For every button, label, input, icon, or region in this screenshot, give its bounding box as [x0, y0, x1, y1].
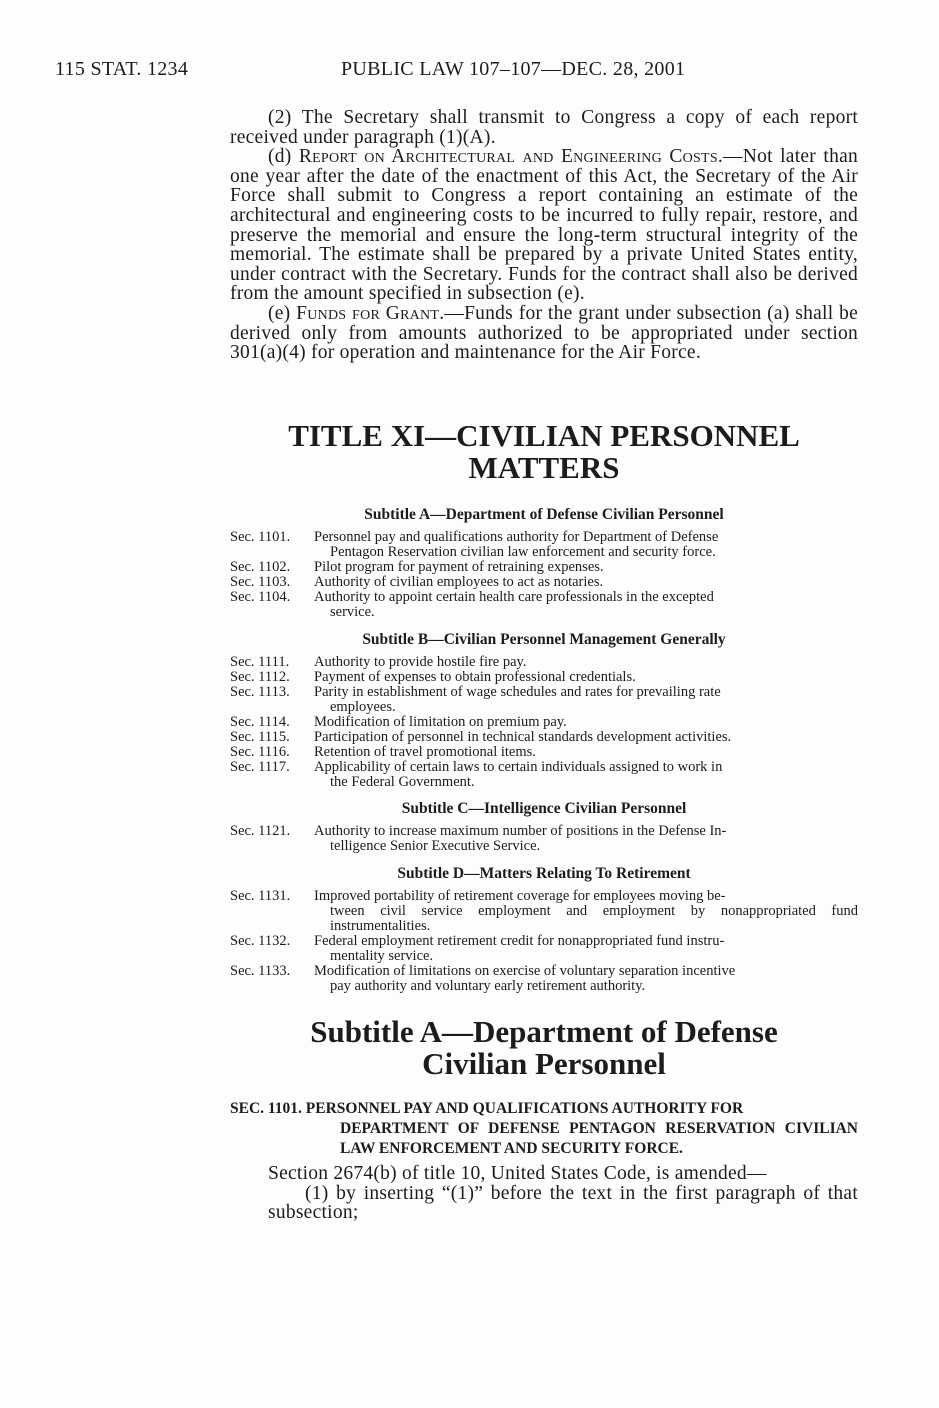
toc-entry [230, 964, 858, 994]
toc-section-title-continuation: service. [330, 604, 375, 620]
toc-entry [230, 889, 858, 934]
subsection-label: (e) [268, 302, 297, 324]
toc-entry [230, 745, 858, 760]
toc-section-number: Sec. 1132. [230, 933, 291, 949]
subsection-d [230, 147, 858, 304]
toc-section-title: Federal employment retirement credit for nonappropriated fund instru- [314, 933, 725, 949]
section-heading-continuation: DEPARTMENT OF DEFENSE PENTAGON RESERVATION CIVILIAN LAW ENFORCEMENT AND SECURITY FORCE. [340, 1120, 858, 1157]
toc-entry [230, 685, 858, 715]
section-item-1: (1) by inserting “(1)” before the text in the first paragraph of that subsection; [268, 1182, 858, 1224]
toc-section-number: Sec. 1133. [230, 963, 291, 979]
toc-section-title-continuation: mentality service. [330, 948, 434, 964]
toc-entry [230, 715, 858, 730]
toc-section-title-continuation: tween civil service employment and employment by nonappropriated fund instrumentalities. [330, 903, 858, 934]
subsection-heading: Report on Architectural and Engineering Costs. [298, 146, 723, 168]
toc-section-number: Sec. 1111. [230, 654, 290, 670]
toc-section-title-continuation: Pentagon Reservation civilian law enforcement and security force. [330, 544, 716, 560]
toc-section-title-continuation: the Federal Government. [330, 774, 475, 790]
toc-section-number: Sec. 1121. [230, 823, 291, 839]
toc-section-title: Modification of limitation on premium pay. [314, 714, 567, 730]
toc-section-title-continuation: employees. [330, 699, 396, 715]
toc-entry [230, 670, 858, 685]
toc-section-title: Applicability of certain laws to certain individuals assigned to work in [314, 759, 723, 775]
toc-entry [230, 730, 858, 745]
toc-section-title: Retention of travel promotional items. [314, 744, 536, 760]
toc-section-title-continuation: pay authority and voluntary early retirement authority. [330, 978, 646, 994]
toc-section-number: Sec. 1112. [230, 669, 290, 685]
toc-section-number: Sec. 1116. [230, 744, 290, 760]
toc-section-title: Payment of expenses to obtain professional credentials. [314, 669, 636, 685]
toc-section-number: Sec. 1101. [230, 529, 291, 545]
toc-subtitle-b: Subtitle B—Civilian Personnel Management Generally [362, 631, 726, 648]
subtitle-line: Civilian Personnel [422, 1046, 666, 1081]
toc-section-number: Sec. 1117. [230, 759, 290, 775]
title-line: TITLE XI—CIVILIAN PERSONNEL [288, 418, 800, 453]
toc-section-title: Participation of personnel in technical standards development activities. [314, 729, 732, 745]
toc-entry [230, 655, 858, 670]
section-text [268, 1164, 858, 1223]
title-line: MATTERS [468, 450, 620, 485]
toc-section-number: Sec. 1115. [230, 729, 290, 745]
section-heading-first-line: SEC. 1101. PERSONNEL PAY AND QUALIFICATIONS AUTHORITY FOR [230, 1100, 744, 1117]
toc-section-number: Sec. 1103. [230, 574, 291, 590]
subsection-e [230, 304, 858, 363]
subsection-heading: Funds for Grant. [296, 302, 445, 324]
title-heading [230, 420, 858, 484]
toc-section-title: Pilot program for payment of retraining expenses. [314, 559, 604, 575]
toc-entry [230, 934, 858, 964]
toc-section-title: Authority to increase maximum number of positions in the Defense In- [314, 823, 727, 839]
toc-section-title: Personnel pay and qualifications authority for Department of Defense [314, 529, 719, 545]
toc-entry [230, 560, 858, 575]
toc-section-title: Authority to appoint certain health care professionals in the excepted [314, 589, 714, 605]
toc-section-title: Improved portability of retirement coverage for employees moving be- [314, 888, 726, 904]
page-stat-citation: 115 STAT. 1234 [55, 58, 189, 80]
toc-subtitle-a: Subtitle A—Department of Defense Civilian Personnel [364, 506, 724, 523]
body-text [230, 108, 858, 363]
toc-list-d [230, 889, 858, 994]
toc-entry [230, 590, 858, 620]
toc-entry [230, 760, 858, 790]
section-intro: Section 2674(b) of title 10, United States Code, is amended— [268, 1163, 767, 1184]
toc-section-number: Sec. 1114. [230, 714, 290, 730]
toc-subtitle-c: Subtitle C—Intelligence Civilian Personnel [401, 800, 687, 817]
toc-section-title: Parity in establishment of wage schedules and rates for prevailing rate [314, 684, 721, 700]
toc-subtitle-d: Subtitle D—Matters Relating To Retirement [397, 865, 691, 882]
toc-entry [230, 575, 858, 590]
paragraph-2: (2) The Secretary shall transmit to Congress a copy of each report received under paragraph (1)(A). [230, 107, 858, 148]
subsection-text: —Not later than one year after the date of the enactment of this Act, the Secretary of the Air Force shall submit to Congress a report containing an estimate of the architectural and engineering costs to be incurred to fully repair, restore, and preserve the memorial and ensure the long-term structural integrity of the memorial. The estimate shall be prepared by a private United States entity, under contract with the Secretary. Funds for the contract shall also be derived from the amount specified in subsection (e). [230, 146, 858, 305]
toc-section-title: Modification of limitations on exercise of voluntary separation incentive [314, 963, 736, 979]
running-header: PUBLIC LAW 107–107—DEC. 28, 2001 [341, 58, 686, 80]
toc-section-title-continuation: telligence Senior Executive Service. [330, 838, 541, 854]
toc-list-b [230, 655, 858, 790]
subtitle-a-heading [230, 1016, 858, 1080]
section-heading [230, 1099, 858, 1159]
toc-section-number: Sec. 1131. [230, 888, 291, 904]
toc-section-title: Authority to provide hostile fire pay. [314, 654, 527, 670]
subsection-label: (d) [268, 146, 299, 168]
toc-section-number: Sec. 1102. [230, 559, 291, 575]
subsection-text: —Funds for the grant under subsection (a) shall be derived only from amounts authorized to be appropriated under section 301(a)(4) for operation and maintenance for the Air Force. [230, 302, 858, 364]
toc-section-title: Authority of civilian employees to act as notaries. [314, 574, 604, 590]
toc-list-c [230, 824, 858, 854]
toc-list-a [230, 530, 858, 620]
toc-section-number: Sec. 1104. [230, 589, 291, 605]
subtitle-line: Subtitle A—Department of Defense [310, 1014, 778, 1049]
toc-section-number: Sec. 1113. [230, 684, 290, 700]
toc-entry [230, 824, 858, 854]
toc-entry [230, 530, 858, 560]
